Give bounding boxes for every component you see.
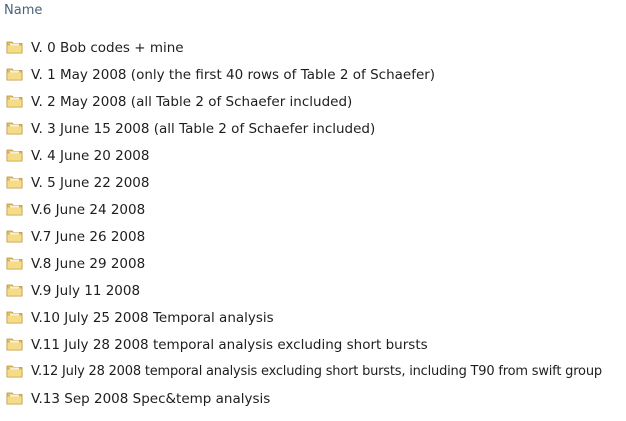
folder-name: V.8 June 29 2008 xyxy=(31,256,146,272)
folder-name: V. 0 Bob codes + mine xyxy=(31,40,184,56)
folder-item[interactable] xyxy=(0,35,626,62)
folder-icon xyxy=(6,283,23,297)
folder-name: V.11 July 28 2008 temporal analysis excluding short bursts xyxy=(31,337,428,353)
folder-icon xyxy=(6,364,23,378)
folder-name: V.12 July 28 2008 temporal analysis excluding short bursts, including T90 from swift group xyxy=(31,364,602,379)
folder-item[interactable] xyxy=(0,143,626,170)
folder-item[interactable] xyxy=(0,359,626,386)
folder-item[interactable] xyxy=(0,251,626,278)
folder-item[interactable] xyxy=(0,170,626,197)
folder-icon xyxy=(6,202,23,216)
folder-name: V.6 June 24 2008 xyxy=(31,202,146,218)
folder-icon xyxy=(6,391,23,405)
folder-item[interactable] xyxy=(0,116,626,143)
folder-item[interactable] xyxy=(0,62,626,89)
folder-name: V. 5 June 22 2008 xyxy=(31,175,150,191)
folder-name: V.7 June 26 2008 xyxy=(31,229,146,245)
folder-icon xyxy=(6,148,23,162)
folder-item[interactable] xyxy=(0,386,626,413)
folder-name: V.13 Sep 2008 Spec&temp analysis xyxy=(31,391,271,407)
folder-list xyxy=(0,35,626,413)
folder-name: V. 3 June 15 2008 (all Table 2 of Schaefer included) xyxy=(31,121,376,137)
folder-icon xyxy=(6,256,23,270)
folder-icon xyxy=(6,121,23,135)
folder-name: V. 2 May 2008 (all Table 2 of Schaefer included) xyxy=(31,94,353,110)
folder-item[interactable] xyxy=(0,197,626,224)
folder-icon xyxy=(6,175,23,189)
folder-name: V.9 July 11 2008 xyxy=(31,283,141,299)
folder-item[interactable] xyxy=(0,89,626,116)
folder-name: V. 1 May 2008 (only the first 40 rows of Table 2 of Schaefer) xyxy=(31,67,436,83)
column-header xyxy=(0,0,626,26)
folder-icon xyxy=(6,94,23,108)
folder-icon xyxy=(6,229,23,243)
folder-name: V. 4 June 20 2008 xyxy=(31,148,150,164)
folder-icon xyxy=(6,310,23,324)
folder-item[interactable] xyxy=(0,305,626,332)
folder-icon xyxy=(6,337,23,351)
folder-icon xyxy=(6,67,23,81)
folder-item[interactable] xyxy=(0,332,626,359)
folder-item[interactable] xyxy=(0,224,626,251)
folder-name: V.10 July 25 2008 Temporal analysis xyxy=(31,310,274,326)
folder-item[interactable] xyxy=(0,278,626,305)
folder-icon xyxy=(6,40,23,54)
name-column-header[interactable]: Name xyxy=(4,3,43,18)
